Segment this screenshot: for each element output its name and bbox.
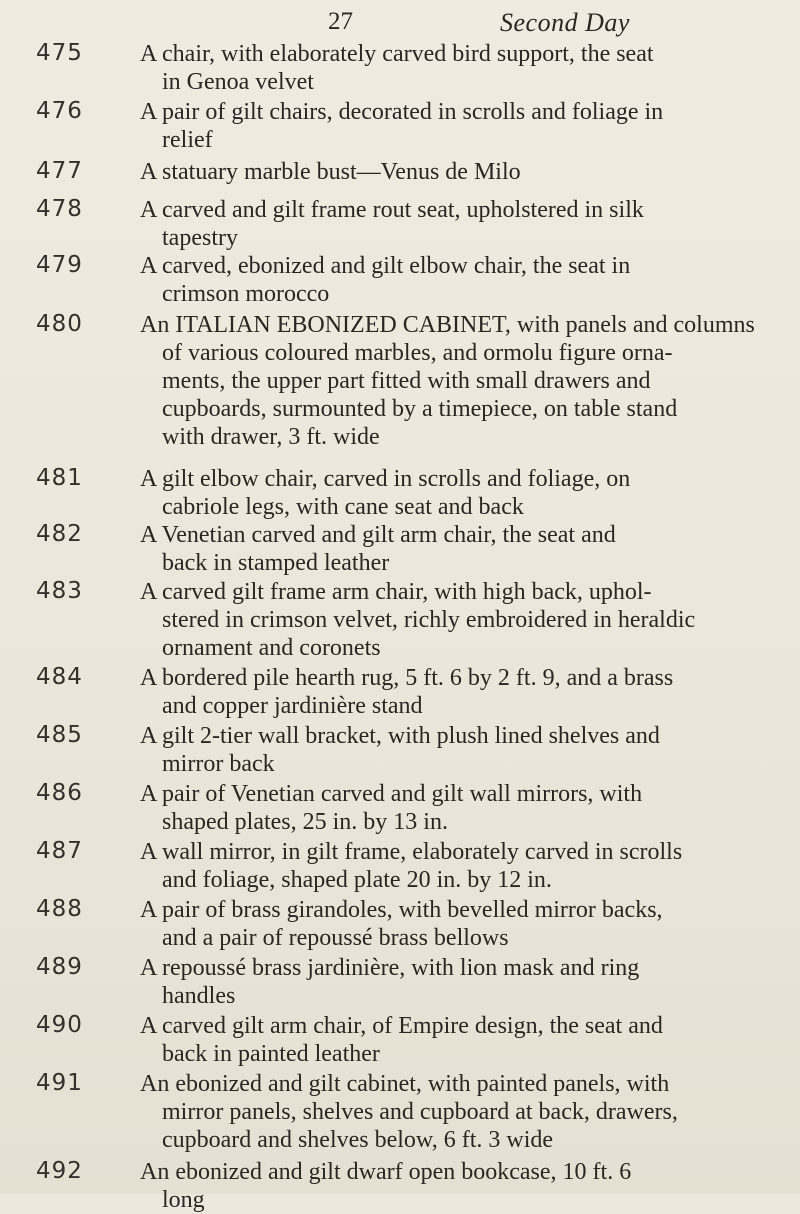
- lot-description: [140, 465, 780, 521]
- lot-number: 484: [36, 664, 83, 690]
- lot-description-line: ments, the upper part fitted with small drawers and: [162, 368, 651, 394]
- lot-description-line: and foliage, shaped plate 20 in. by 12 in.: [162, 867, 552, 893]
- lot-description: [140, 98, 780, 154]
- lot-description-line: back in painted leather: [162, 1041, 380, 1067]
- lot-description-line: A carved gilt frame arm chair, with high back, uphol-: [140, 579, 652, 605]
- lot-description: [140, 722, 780, 778]
- lot-description-line: of various coloured marbles, and ormolu figure orna-: [162, 340, 673, 366]
- lot-description: [140, 252, 780, 308]
- lot-number: 481: [36, 465, 83, 491]
- lot-description-line: A pair of Venetian carved and gilt wall mirrors, with: [140, 781, 643, 807]
- lot-description-line: stered in crimson velvet, richly embroidered in heraldic: [162, 607, 696, 633]
- lot-description-line: with drawer, 3 ft. wide: [162, 424, 380, 450]
- lot-number: 482: [36, 521, 83, 547]
- lot-number: 477: [36, 158, 83, 184]
- lot-description-line: and copper jardinière stand: [162, 693, 423, 719]
- lot-description-line: An ebonized and gilt dwarf open bookcase, 10 ft. 6: [140, 1159, 632, 1185]
- lot-description-line: A pair of gilt chairs, decorated in scrolls and foliage in: [140, 99, 664, 125]
- lot-description: [140, 838, 780, 894]
- lot-number: 476: [36, 98, 83, 124]
- lot-description-line: A pair of brass girandoles, with bevelled mirror backs,: [140, 897, 663, 923]
- lot-description: [140, 896, 780, 952]
- lot-description: [140, 780, 780, 836]
- lot-description-line: A carved and gilt frame rout seat, upholstered in silk: [140, 197, 644, 223]
- lot-description-line: A gilt elbow chair, carved in scrolls and foliage, on: [140, 466, 631, 492]
- lot-description-line: A bordered pile hearth rug, 5 ft. 6 by 2 ft. 9, and a brass: [140, 665, 674, 691]
- lot-description-line: An ITALIAN EBONIZED CABINET, with panels and columns: [140, 312, 755, 338]
- lot-description-line: mirror panels, shelves and cupboard at back, drawers,: [162, 1099, 678, 1125]
- lot-description-line: back in stamped leather: [162, 550, 390, 576]
- lot-description-line: and a pair of repoussé brass bellows: [162, 925, 509, 951]
- lot-description-line: A carved, ebonized and gilt elbow chair, the seat in: [140, 253, 631, 279]
- lot-description: [140, 196, 780, 252]
- page-number: 27: [328, 8, 353, 35]
- lot-number: 488: [36, 896, 83, 922]
- lot-description-line: cupboards, surmounted by a timepiece, on table stand: [162, 396, 678, 422]
- lot-number: 478: [36, 196, 83, 222]
- lot-description-line: shaped plates, 25 in. by 13 in.: [162, 809, 448, 835]
- lot-description: [140, 954, 780, 1010]
- page-header: [0, 8, 800, 40]
- lot-number: 483: [36, 578, 83, 604]
- lot-number: 479: [36, 252, 83, 278]
- lot-description: [140, 521, 780, 577]
- lot-number: 487: [36, 838, 83, 864]
- lot-description-line: A wall mirror, in gilt frame, elaborately carved in scrolls: [140, 839, 683, 865]
- lot-description-line: crimson morocco: [162, 281, 330, 307]
- lot-description-line: long: [162, 1187, 205, 1213]
- lot-number: 490: [36, 1012, 83, 1038]
- lot-number: 489: [36, 954, 83, 980]
- lot-description-line: tapestry: [162, 225, 238, 251]
- lot-description: [140, 1070, 780, 1154]
- lot-description-line: A Venetian carved and gilt arm chair, the seat and: [140, 522, 616, 548]
- lot-description-line: relief: [162, 127, 213, 153]
- lot-description-line: in Genoa velvet: [162, 69, 314, 95]
- lot-description: [140, 1158, 780, 1214]
- lot-number: 475: [36, 40, 83, 66]
- lot-description-line: mirror back: [162, 751, 275, 777]
- lot-number: 486: [36, 780, 83, 806]
- lot-description: [140, 311, 780, 451]
- lot-description: [140, 664, 780, 720]
- lot-description-line: cabriole legs, with cane seat and back: [162, 494, 524, 520]
- lot-description-line: An ebonized and gilt cabinet, with painted panels, with: [140, 1071, 670, 1097]
- lot-description-line: A gilt 2-tier wall bracket, with plush lined shelves and: [140, 723, 660, 749]
- lot-number: 491: [36, 1070, 83, 1096]
- lot-description: [140, 1012, 780, 1068]
- lot-number: 492: [36, 1158, 83, 1184]
- lot-description-line: A carved gilt arm chair, of Empire design, the seat and: [140, 1013, 663, 1039]
- lot-description-line: A statuary marble bust—Venus de Milo: [140, 159, 521, 185]
- lot-number: 480: [36, 311, 83, 337]
- lot-description: [140, 158, 780, 186]
- running-head: Second Day: [500, 8, 630, 37]
- lot-description: [140, 578, 780, 662]
- lot-description-line: ornament and coronets: [162, 635, 381, 661]
- lot-description-line: A repoussé brass jardinière, with lion mask and ring: [140, 955, 640, 981]
- lot-description-line: A chair, with elaborately carved bird support, the seat: [140, 41, 654, 67]
- lot-description: [140, 40, 780, 96]
- lot-description-line: handles: [162, 983, 236, 1009]
- lot-number: 485: [36, 722, 83, 748]
- lot-description-line: cupboard and shelves below, 6 ft. 3 wide: [162, 1127, 554, 1153]
